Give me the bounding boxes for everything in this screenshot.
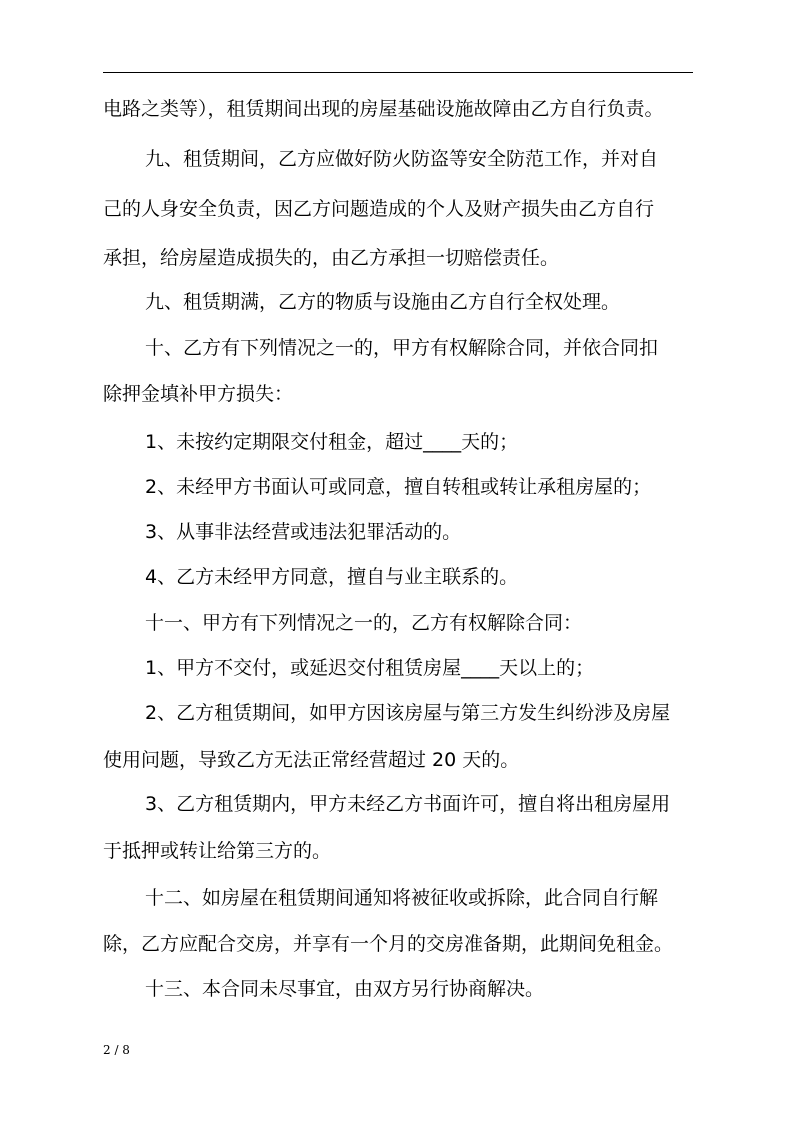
- header-rule: [103, 72, 693, 73]
- text-line: 除押金填补甲方损失：: [103, 383, 294, 405]
- text-line: 承担，给房屋造成损失的，由乙方承担一切赔偿责任。: [103, 247, 560, 269]
- text-line: 于抵押或转让给第三方的。: [103, 840, 332, 862]
- text-line: 2、未经甲方书面认可或同意，擅自转租或转让承租房屋的；: [145, 476, 652, 498]
- text-line: 十一、甲方有下列情况之一的，乙方有权解除合同：: [145, 612, 583, 634]
- text-line: 使用问题，导致乙方无法正常经营超过 20 天的。: [103, 749, 520, 771]
- text-line: 除，乙方应配合交房，并享有一个月的交房准备期，此期间免租金。: [103, 933, 674, 955]
- text-line: 3、乙方租赁期内，甲方未经乙方书面许可，擅自将出租房屋用: [145, 793, 671, 815]
- text-line: 九、租赁期满，乙方的物质与设施由乙方自行全权处理。: [145, 291, 621, 313]
- text-line: 1、甲方不交付，或延迟交付租赁房屋____天以上的；: [145, 657, 595, 679]
- page-number: 2 / 8: [103, 1043, 130, 1057]
- text-line: 3、从事非法经营或违法犯罪活动的。: [145, 521, 462, 543]
- text-line: 4、乙方未经甲方同意，擅自与业主联系的。: [145, 566, 519, 588]
- text-line: 1、未按约定期限交付租金，超过____天的；: [145, 431, 519, 453]
- text-line: 十二、如房屋在租赁期间通知将被征收或拆除，此合同自行解: [145, 887, 659, 909]
- text-line: 九、租赁期间，乙方应做好防火防盗等安全防范工作，并对自: [145, 148, 659, 170]
- text-line: 十、乙方有下列情况之一的，甲方有权解除合同，并依合同扣: [145, 337, 659, 359]
- text-line: 2、乙方租赁期间，如甲方因该房屋与第三方发生纠纷涉及房屋: [145, 702, 671, 724]
- text-line: 十三、本合同未尽事宜，由双方另行协商解决。: [145, 978, 545, 1000]
- text-line: 己的人身安全负责，因乙方问题造成的个人及财产损失由乙方自行: [103, 198, 655, 220]
- text-line: 电路之类等），租赁期间出现的房屋基础设施故障由乙方自行负责。: [103, 98, 664, 120]
